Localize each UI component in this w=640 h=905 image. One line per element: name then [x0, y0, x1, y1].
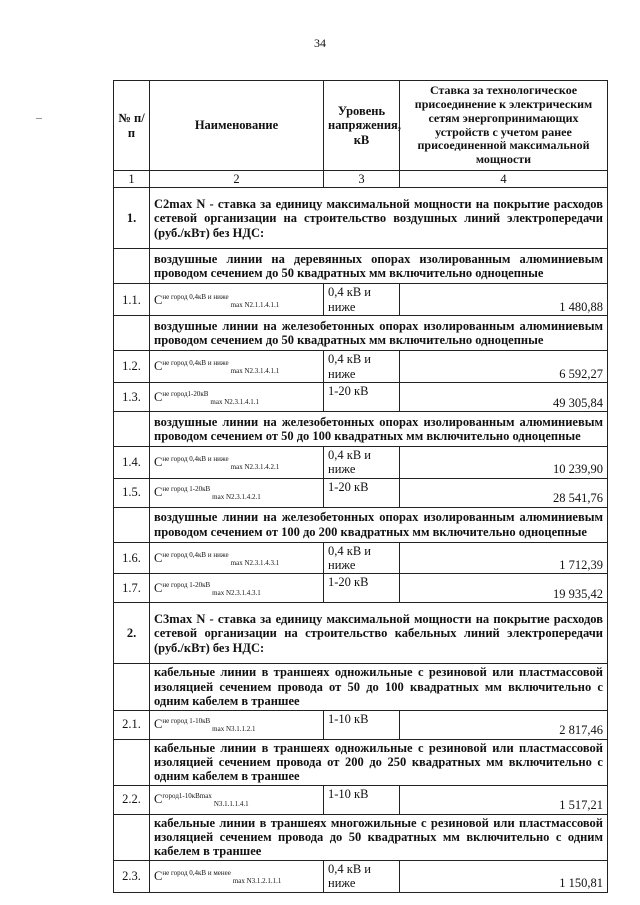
group-row: [114, 814, 608, 860]
margin-mark: [36, 118, 42, 119]
section-row: [114, 188, 608, 249]
formula: $C^{не город 1-20кВ}_{max N2.3.1.4.2.1}$: [154, 485, 261, 502]
group-row: [114, 249, 608, 284]
table-row: [114, 284, 608, 316]
formula: $C^{город1-10кВmax}_{N3.1.1.1.4.1}$: [154, 792, 249, 809]
table-row: [114, 860, 608, 892]
formula: $C^{не город 1-10кВ}_{max N3.1.1.2.1}$: [154, 717, 256, 734]
voltage-level: 1-20 кВ: [324, 382, 400, 411]
group-row: [114, 411, 608, 446]
group-row: [114, 316, 608, 351]
formula-superscript: город1-10кВmax: [162, 792, 212, 801]
row-number: 1.7.: [114, 574, 150, 603]
group-title: воздушные линии на железобетонных опорах изолированным алюминиевым проводом сечением от 50 до 100 квадратных мм включительно одноцепные: [150, 411, 608, 446]
rate-value: 6 592,27: [400, 351, 608, 383]
group-title: кабельные линии в траншеях одножильные с резиновой или пластмассовой изоляцией сечением провода от 200 до 250 квадратных мм включительно с одним кабелем в траншее: [150, 739, 608, 785]
column-number: 1: [114, 171, 150, 188]
group-title: кабельные линии в траншеях многожильные с резиновой или пластмассовой изоляцией сечением провода до 50 квадратных мм включительно с одним кабелем в траншее: [150, 814, 608, 860]
header-name: Наименование: [150, 81, 324, 171]
rate-formula: [150, 478, 324, 507]
header-row: [114, 81, 608, 171]
group-title: воздушные линии на железобетонных опорах изолированным алюминиевым проводом сечением от 100 до 200 квадратных мм включительно одноцепные: [150, 507, 608, 542]
rate-value: 1 480,88: [400, 284, 608, 316]
voltage-level: 1-10 кВ: [324, 785, 400, 814]
column-numbers-row: [114, 171, 608, 188]
row-number: 1.1.: [114, 284, 150, 316]
rate-formula: [150, 574, 324, 603]
formula: $C^{не город 0,4кВ и менее}_{max N3.1.2.1.1.1}$: [154, 868, 282, 885]
row-number: 1.4.: [114, 446, 150, 478]
formula-subscript: max N3.1.2.1.1.1: [232, 876, 282, 885]
rate-value: 1 150,81: [400, 860, 608, 892]
formula: $C^{не город 1-20кВ}_{max N2.3.1.4.3.1}$: [154, 581, 261, 598]
formula-superscript: не город 1-20кВ: [162, 485, 211, 494]
formula-subscript: max N2.1.1.4.1.1: [230, 300, 280, 309]
rate-value: 2 817,46: [400, 710, 608, 739]
table-row: [114, 542, 608, 574]
voltage-level: 1-10 кВ: [324, 710, 400, 739]
group-number-cell: [114, 814, 150, 860]
rate-formula: [150, 542, 324, 574]
group-number-cell: [114, 739, 150, 785]
formula-superscript: не город 0,4кВ и ниже: [162, 359, 229, 368]
formula-superscript: не город 1-20кВ: [162, 581, 211, 590]
formula: $C^{не город 0,4кВ и ниже}_{max N2.3.1.4.1.1}$: [154, 359, 280, 376]
formula-superscript: не город1-20кВ: [162, 389, 209, 398]
rate-formula: [150, 351, 324, 383]
group-title: воздушные линии на железобетонных опорах изолированным алюминиевым проводом сечением до 50 квадратных мм включительно одноцепные: [150, 316, 608, 351]
formula: $C^{не город1-20кВ}_{max N2.3.1.4.1.1}$: [154, 389, 260, 406]
row-number: 1.2.: [114, 351, 150, 383]
voltage-level: 0,4 кВ и ниже: [324, 542, 400, 574]
header-rate: Ставка за технологическое присоединение к электрическим сетям энергопринимающих устройств с учетом ранее присоединенной максимальной мощности: [400, 81, 608, 171]
group-row: [114, 664, 608, 710]
tariff-table-body: [114, 81, 608, 893]
rate-formula: [150, 860, 324, 892]
formula: $C^{не город 0,4кВ и ниже}_{max N2.3.1.4.2.1}$: [154, 455, 280, 472]
group-number-cell: [114, 316, 150, 351]
group-title: воздушные линии на деревянных опорах изолированным алюминиевым проводом сечением до 50 квадратных мм включительно одноцепные: [150, 249, 608, 284]
column-number: 3: [324, 171, 400, 188]
table-row: [114, 710, 608, 739]
row-number: 2.3.: [114, 860, 150, 892]
formula-subscript: N3.1.1.1.4.1: [213, 800, 249, 809]
row-number: 2.2.: [114, 785, 150, 814]
group-number-cell: [114, 507, 150, 542]
rate-formula: [150, 284, 324, 316]
rate-value: 1 712,39: [400, 542, 608, 574]
voltage-level: 0,4 кВ и ниже: [324, 860, 400, 892]
formula-superscript: не город 1-10кВ: [162, 717, 211, 726]
row-number: 1.5.: [114, 478, 150, 507]
table-row: [114, 574, 608, 603]
group-row: [114, 507, 608, 542]
formula-superscript: не город 0,4кВ и ниже: [162, 455, 229, 464]
rate-value: 28 541,76: [400, 478, 608, 507]
row-number: 1.3.: [114, 382, 150, 411]
group-number-cell: [114, 411, 150, 446]
formula-superscript: не город 0,4кВ и ниже: [162, 550, 229, 559]
table-row: [114, 446, 608, 478]
group-title: кабельные линии в траншеях одножильные с резиновой или пластмассовой изоляцией сечением провода от 50 до 100 квадратных мм включительно с одним кабелем в траншее: [150, 664, 608, 710]
group-number-cell: [114, 664, 150, 710]
voltage-level: 0,4 кВ и ниже: [324, 351, 400, 383]
section-title: C3max N - ставка за единицу максимальной мощности на покрытие расходов сетевой организации на строительство кабельных линий электропередачи (руб./кВт) без НДС:: [150, 603, 608, 664]
rate-value: 10 239,90: [400, 446, 608, 478]
table-row: [114, 478, 608, 507]
formula: $C^{не город 0,4кВ и ниже}_{max N2.1.1.4.1.1}$: [154, 292, 280, 309]
formula-superscript: не город 0,4кВ и ниже: [162, 292, 229, 301]
group-number-cell: [114, 249, 150, 284]
table-row: [114, 785, 608, 814]
formula-subscript: max N2.3.1.4.3.1: [212, 589, 261, 598]
voltage-level: 1-20 кВ: [324, 574, 400, 603]
voltage-level: 1-20 кВ: [324, 478, 400, 507]
column-number: 2: [150, 171, 324, 188]
column-number: 4: [400, 171, 608, 188]
table-row: [114, 351, 608, 383]
group-row: [114, 739, 608, 785]
rate-value: 49 305,84: [400, 382, 608, 411]
section-row: [114, 603, 608, 664]
rate-formula: [150, 382, 324, 411]
formula-subscript: max N3.1.1.2.1: [212, 725, 256, 734]
formula-subscript: max N2.3.1.4.3.1: [230, 558, 280, 567]
section-number: 2.: [114, 603, 150, 664]
rate-formula: [150, 785, 324, 814]
header-num: № п/п: [114, 81, 150, 171]
tariff-table: [113, 80, 608, 893]
table-row: [114, 382, 608, 411]
formula-subscript: max N2.3.1.4.2.1: [230, 463, 280, 472]
section-number: 1.: [114, 188, 150, 249]
page-number: 34: [314, 36, 326, 50]
rate-formula: [150, 710, 324, 739]
formula-subscript: max N2.3.1.4.2.1: [212, 493, 261, 502]
row-number: 2.1.: [114, 710, 150, 739]
row-number: 1.6.: [114, 542, 150, 574]
voltage-level: 0,4 кВ и ниже: [324, 446, 400, 478]
rate-formula: [150, 446, 324, 478]
formula-subscript: max N2.3.1.4.1.1: [230, 367, 280, 376]
section-title: C2max N - ставка за единицу максимальной мощности на покрытие расходов сетевой организации на строительство воздушных линий электропередачи (руб./кВт) без НДС:: [150, 188, 608, 249]
formula-subscript: max N2.3.1.4.1.1: [210, 397, 260, 406]
formula-superscript: не город 0,4кВ и менее: [162, 868, 231, 877]
rate-value: 1 517,21: [400, 785, 608, 814]
rate-value: 19 935,42: [400, 574, 608, 603]
header-voltage: Уровень напряжения, кВ: [324, 81, 400, 171]
voltage-level: 0,4 кВ и ниже: [324, 284, 400, 316]
formula: $C^{не город 0,4кВ и ниже}_{max N2.3.1.4.3.1}$: [154, 550, 280, 567]
